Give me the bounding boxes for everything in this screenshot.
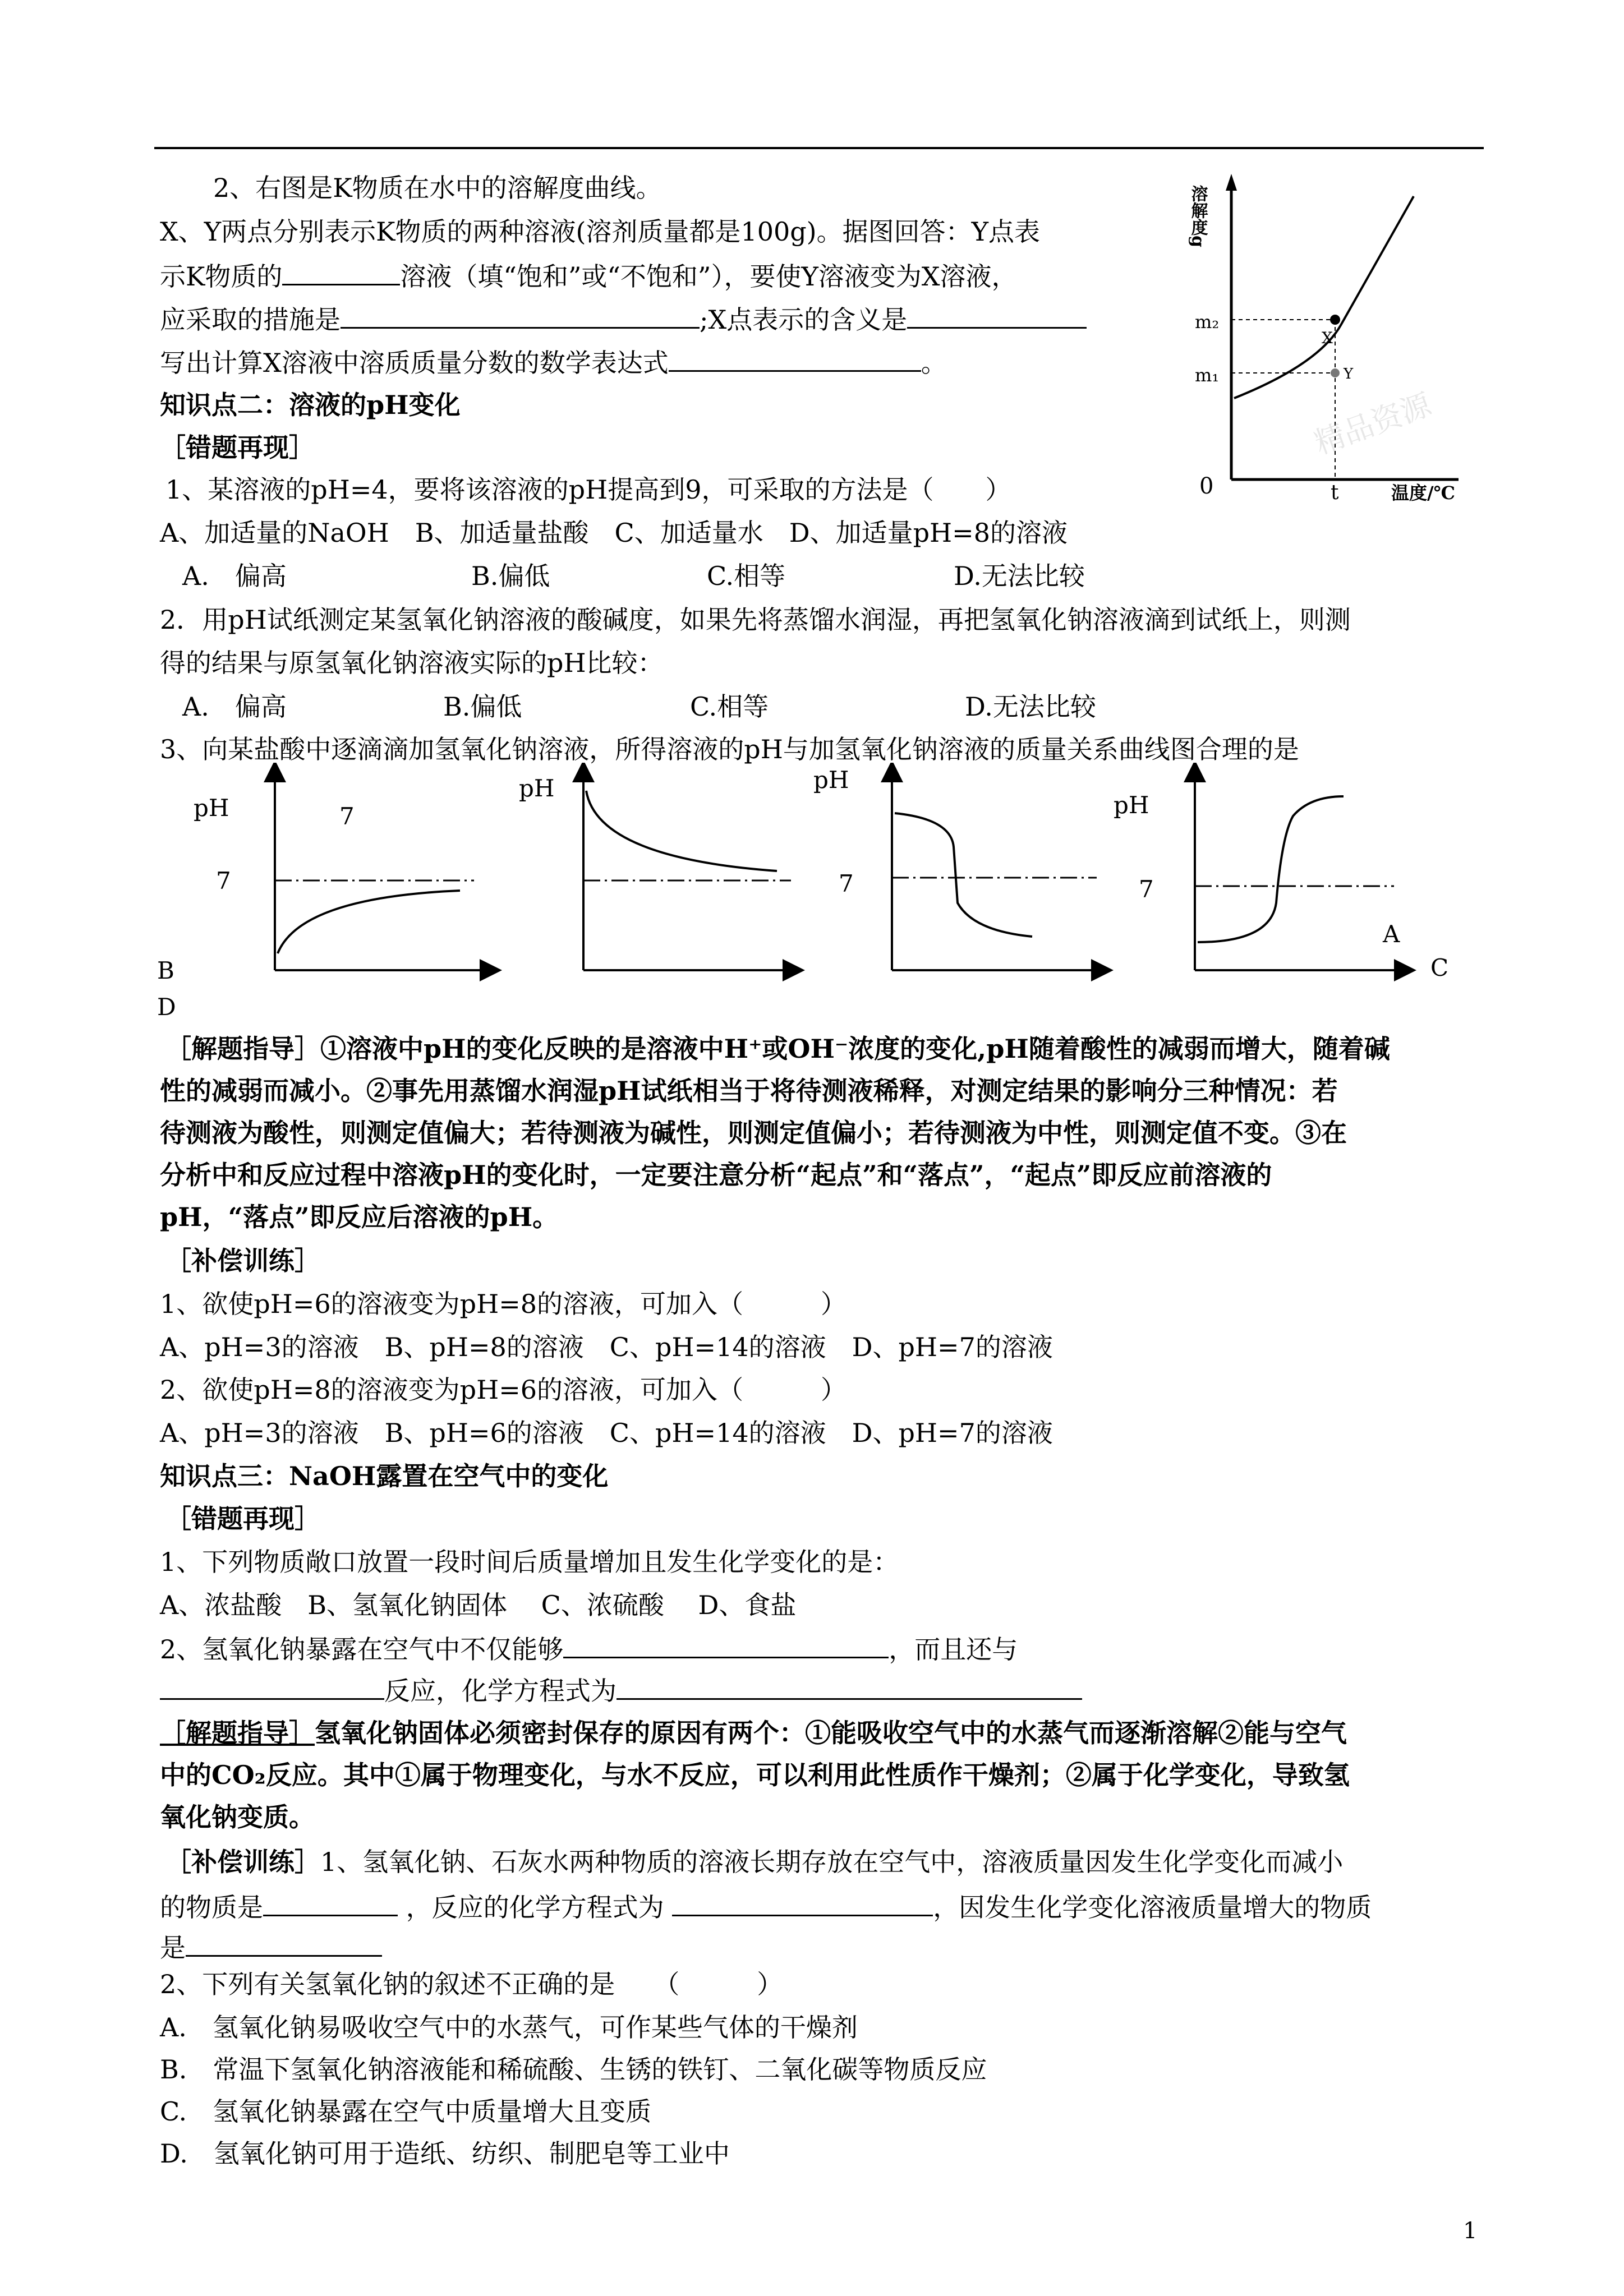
ph-graph-4 <box>1114 771 1448 981</box>
page-number: 1 <box>1463 2218 1478 2244</box>
seven-label: 7 <box>839 870 854 897</box>
guide-line: 性的减弱而减小。②事先用蒸馏水润湿pH试纸相当于将待测液稀释，对测定结果的影响分三种情况：若 <box>160 1076 1338 1106</box>
t-label: t <box>1331 481 1339 504</box>
section-title: 知识点三：NaOH露置在空气中的变化 <box>160 1461 609 1491</box>
question-text: 2、下列有关氢氧化钠的叙述不正确的是 （ ） <box>160 1969 783 1999</box>
options-line: A、pH=3的溶液 B、pH=6的溶液 C、pH=14的溶液 D、pH=7的溶液 <box>160 1418 1053 1448</box>
label-c: C <box>1430 954 1449 981</box>
options-line: A、加适量的NaOH B、加适量盐酸 C、加适量水 D、加适量pH=8的溶液 <box>160 518 1068 548</box>
question-text: 1、下列物质敞口放置一段时间后质量增加且发生化学变化的是： <box>160 1547 899 1577</box>
label-d: D <box>157 993 176 1021</box>
option-c: C. 氢氧化钠暴露在空气中质量增大且变质 <box>160 2096 652 2127</box>
option-a: A. 氢氧化钠易吸收空气中的水蒸气，可作某些气体的干燥剂 <box>160 2012 858 2043</box>
solubility-curve-graph <box>1172 163 1487 522</box>
question-text: 2．用pH试纸测定某氢氧化钠溶液的酸碱度，如果先将蒸馏水润湿，再把氢氧化钠溶液滴到试纸上，则测 <box>160 605 1351 635</box>
answer-blank[interactable] <box>907 301 1087 329</box>
question-text: 1、欲使pH=6的溶液变为pH=8的溶液，可加入（ ） <box>160 1289 847 1319</box>
label-b: B <box>157 957 174 984</box>
question-line: 示K物质的 溶液（填“饱和”或“不饱和”），要使Y溶液变为X溶液， <box>160 258 1018 293</box>
guide-line: pH，“落点”即反应后溶液的pH。 <box>160 1202 559 1232</box>
question-text: 得的结果与原氢氧化钠溶液实际的pH比较： <box>160 648 664 678</box>
option-b: B.偏低 <box>471 561 550 591</box>
subsection-title: ［补偿训练］ <box>165 1246 320 1276</box>
question-text: 2、欲使pH=8的溶液变为pH=6的溶液，可加入（ ） <box>160 1375 847 1405</box>
question-text: 反应，化学方程式为 <box>160 1672 1082 1708</box>
guide-line: 待测液为酸性，则测定值偏大；若待测液为碱性，则测定值偏小；若待测液为中性，则测定值不变。③在 <box>160 1118 1347 1148</box>
point-y-label: Y <box>1344 366 1354 382</box>
question-text: 是 <box>160 1929 382 1965</box>
guide-line: ［解题指导］氢氧化钠固体必须密封保存的原因有两个：①能吸收空气中的水蒸气而逐渐溶解②能与空气 <box>160 1718 1347 1748</box>
ph-graph-1 <box>194 771 491 970</box>
options-line: A、浓盐酸 B、氢氧化钠固体 C、浓硫酸 D、食盐 <box>160 1590 797 1620</box>
m2-label: m₂ <box>1195 311 1220 333</box>
option-d: D.无法比较 <box>954 561 1085 591</box>
guide-line: 氧化钠变质。 <box>160 1802 315 1832</box>
question-text: 1、某溶液的pH=4，要将该溶液的pH提高到9，可采取的方法是（ ） <box>165 474 1011 505</box>
answer-blank[interactable] <box>341 301 700 329</box>
option-d: D. 氢氧化钠可用于造纸、纺织、制肥皂等工业中 <box>160 2138 730 2169</box>
answer-blank[interactable] <box>672 1889 933 1916</box>
answer-blank[interactable] <box>263 1889 398 1916</box>
question-line: 写出计算X溶液中溶质质量分数的数学表达式 。 <box>160 344 947 380</box>
option-b: B. 常温下氢氧化钠溶液能和稀硫酸、生锈的铁钉、二氧化碳等物质反应 <box>160 2054 987 2085</box>
option-a: A. 偏高 <box>182 561 287 591</box>
question-text: 3、向某盐酸中逐滴滴加氢氧化钠溶液，所得溶液的pH与加氢氧化钠溶液的质量关系曲线图合理的是 <box>160 734 1299 764</box>
guide-line: 中的CO₂反应。其中①属于物理变化，与水不反应，可以利用此性质作干燥剂；②属于化学变化，导致氢 <box>160 1760 1350 1790</box>
answer-blank[interactable] <box>282 258 400 285</box>
option-d: D.无法比较 <box>965 691 1096 722</box>
watermark: 精品资源 <box>1309 386 1436 462</box>
guide-line: 分析中和反应过程中溶液pH的变化时，一定要注意分析“起点”和“落点”，“起点”即反应前溶液的 <box>160 1160 1272 1190</box>
header-rule <box>154 147 1484 149</box>
guide-line: ［解题指导］①溶液中pH的变化反映的是溶液中H⁺或OH⁻浓度的变化,pH随着酸性的减弱而增大，随着碱 <box>165 1034 1390 1064</box>
question-text: 的物质是 ，反应的化学方程式为 ，因发生化学变化溶液质量增大的物质 <box>160 1889 1372 1924</box>
origin-label: 0 <box>1199 473 1214 499</box>
m1-label: m₁ <box>1195 365 1220 386</box>
ph-label: pH <box>1114 791 1149 819</box>
graph-xlabel: 温度/℃ <box>1391 482 1456 504</box>
options-line: A、pH=3的溶液 B、pH=8的溶液 C、pH=14的溶液 D、pH=7的溶液 <box>160 1332 1053 1362</box>
option-c: C.相等 <box>707 561 786 591</box>
answer-blank[interactable] <box>160 1672 384 1700</box>
ph-label: pH <box>194 794 229 822</box>
ph-graph-3 <box>813 766 1102 970</box>
option-c: C.相等 <box>690 691 769 722</box>
question-text: ［补偿训练］1、氢氧化钠、石灰水两种物质的溶液长期存放在空气中，溶液质量因发生化学变化而减小 <box>165 1847 1344 1877</box>
answer-blank[interactable] <box>617 1672 1082 1700</box>
label-a: A <box>1383 920 1400 948</box>
ph-graphs-panel <box>154 763 1467 1026</box>
question-text: 2、氢氧化钠暴露在空气中不仅能够 ，而且还与 <box>160 1631 1018 1666</box>
seven-label: 7 <box>216 867 231 895</box>
ph-label: pH <box>519 774 555 802</box>
answer-blank[interactable] <box>563 1631 889 1658</box>
graph-ylabel: 溶解度g <box>1188 185 1208 247</box>
question-line: X、Y两点分别表示K物质的两种溶液(溶剂质量都是100g)。据图回答：Y点表 <box>160 216 1040 247</box>
question-intro: 2、右图是K物质在水中的溶解度曲线。 <box>213 173 662 203</box>
seven-label: 7 <box>1139 875 1154 903</box>
ph-label: pH <box>813 766 849 794</box>
section-title: 知识点二：溶液的pH变化 <box>160 390 461 420</box>
subsection-title: ［错题再现］ <box>165 1504 320 1534</box>
seven-label: 7 <box>339 803 355 830</box>
ph-graph-2 <box>519 771 794 970</box>
question-line: 应采取的措施是 ;X点表示的含义是 <box>160 301 1087 336</box>
subsection-title: ［错题再现］ <box>160 432 315 463</box>
answer-blank[interactable] <box>669 344 921 372</box>
option-a: A. 偏高 <box>182 691 287 722</box>
answer-blank[interactable] <box>186 1929 382 1957</box>
point-x-label: X <box>1322 329 1333 347</box>
option-b: B.偏低 <box>443 691 522 722</box>
